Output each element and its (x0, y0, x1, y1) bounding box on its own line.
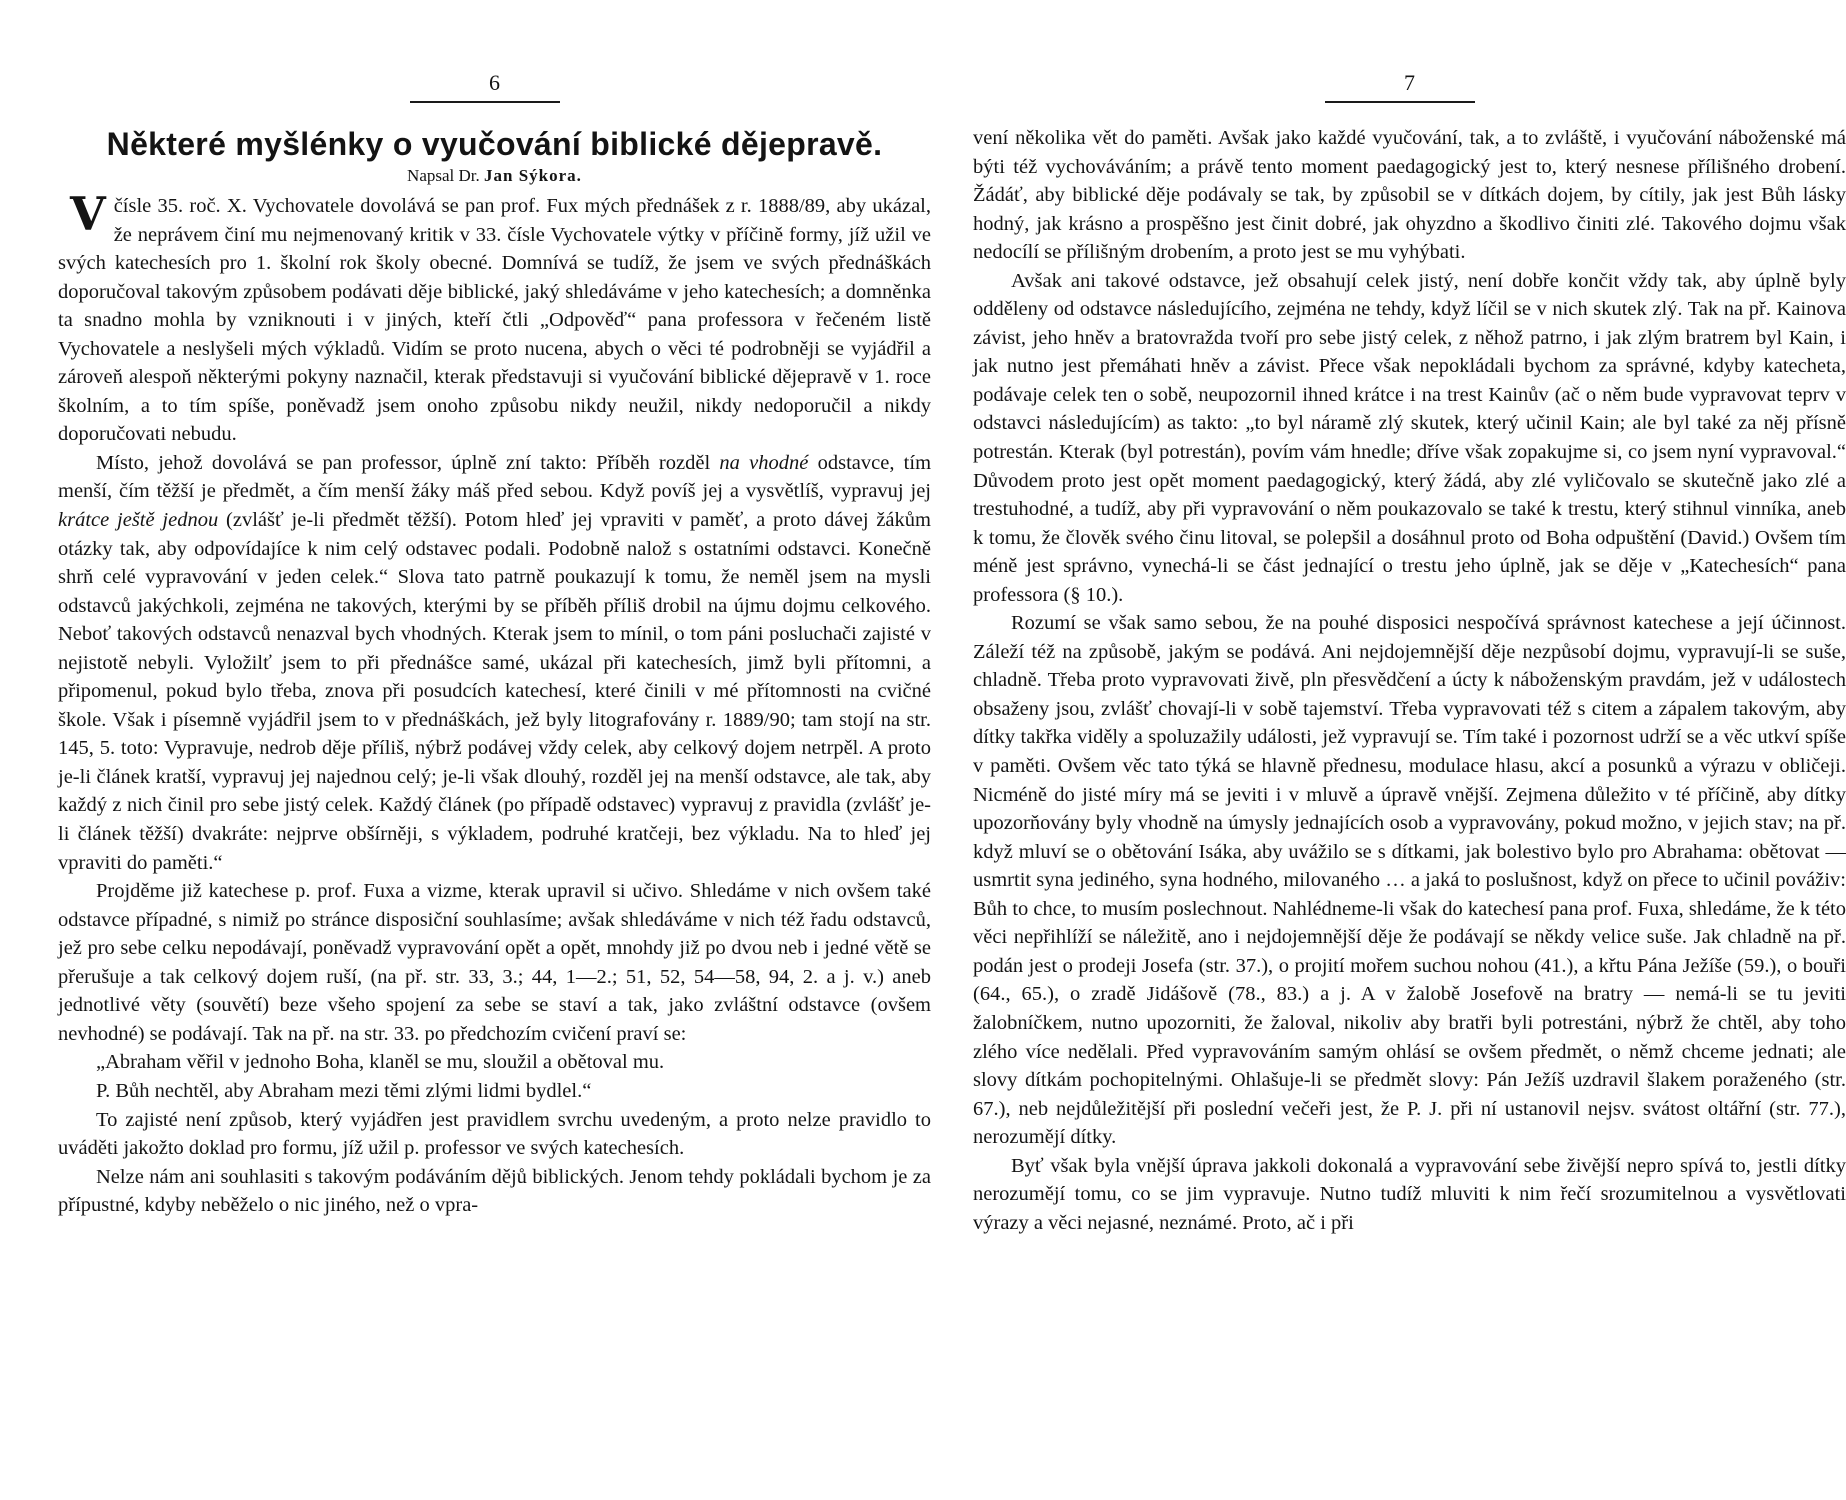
page-number-rule (1325, 101, 1475, 103)
quote-line: „Abraham věřil v jednoho Boha, klaněl se mu, sloužil a obětoval mu. (96, 1051, 665, 1074)
page-number-rule (410, 101, 560, 103)
emphasis: na vhodné (719, 451, 809, 474)
emphasis: krátce ještě jednou (58, 509, 219, 532)
drop-initial: V (70, 187, 106, 241)
paragraph: Byť však byla vnější úprava jakkoli dokonalá a vypravování sebe živější nepro spívá to, jestli dítky nerozumějí tomu, co se jim vypravuje. Nutno tudíž mluviti k nim řečí srozumitelnou a vysvětlovati výrazy a věci nejasné, neznámé. Proto, ač i při (973, 1154, 1846, 1234)
article-title: Některé myšlénky o vyučování biblické dějepravě. (106, 126, 883, 162)
paragraph: Místo, jehož dovolává se pan professor, úplně zní takto: Příběh rozděl na vhodné odstavce, tím menší, čím těžší je předmět, a čím menší žáky máš před sebou. Když povíš jej a vysvětlíš, vypravuj jej krátce ještě jednou (zvlášť je-li předmět těžší). Potom hleď jej vpraviti v paměť, a proto dávej žákům otázky tak, aby odpovídajíce k nim celý odstavec podali. Podobně nalož s ostatními odstavci. Konečně shrň celé vypravování v jeden celek.“ Slova tato patrně poukazují k tomu, že neměl jsem na mysli odstavců jakýchkoli, zejména ne takových, kterými by se příběh příliš drobil na újmu dojmu celkového. Neboť takových odstavců nenazval bych vhodných. Kterak jsem to mínil, o tom páni posluchači zajisté v nejistotě nebyli. Vyložilť jsem to při přednášce samé, ukázal při katechesích, jimž byli přítomni, a připomenul, pokud bylo třeba, znova při posudcích katechesí, které činili v mé přítomnosti na cvičné škole. Však i písemně vyjádřil jsem to v přednáškách, jež byly litografovány r. 1889/90; tam stojí na str. 145, 5. toto: Vypravuje, nedrob děje příliš, nýbrž podávej vždy celek, aby celkový dojem netrpěl. A proto je-li článek kratší, vypravuj jej najednou celý; je-li však dlouhý, rozděl jej na menší odstavce, ale tak, aby každý z nich činil pro sebe jistý celek. Každý článek (po případě odstavec) vypravuj z pravidla (zvlášť je-li článek těžší) dvakráte: nejprve obšírněji, s výkladem, podruhé kratčeji, bez výkladu. Na to hleď jej vpraviti do paměti.“ (58, 451, 932, 874)
paragraph: Včísle 35. roč. X. Vychovatele dovolává se pan prof. Fux mých přednášek z r. 1888/89, aby ukázal, že neprávem činí mu nejmenovaný kritik v 33. čísle Vychovatele výtky v příčině formy, jíž užil ve svých katechesích pro 1. školní rok školy obecné. Domnívá se tudíž, že jsem ve svých přednáškách doporučoval takovým způsobem podávati děje biblické, jaký shledáváme v jeho katechesích; a domněnka ta snadno mohla by vzniknouti i v jiných, kteří čtli „Odpověď“ pana professora v řečeném listě Vychovatele a neslyšeli mých výkladů. Vidím se proto nucena, abych o věci té podrobněji se vyjádřil a zároveň alespoň některými pokyny naznačil, kterak představuji si vyučování biblické dějepravě v 1. roce školním, a to tím spíše, poněvadž jsem onoho způsobu nikdy neužil, nikdy nedoporučil a nikdy doporučovati nebudu. (58, 187, 931, 446)
left-text (58, 187, 932, 1220)
right-text (973, 124, 1846, 1237)
quote-line: P. Bůh nechtěl, aby Abraham mezi těmi zlými lidmi bydlel.“ (96, 1079, 592, 1102)
paragraph: Projděme již katechese p. prof. Fuxa a vizme, kterak upravil si učivo. Shledáme v nich ovšem také odstavce případné, s nimiž po stránce disposiční souhlasíme; avšak shledáváme v nich též řadu odstavců, jež pro sebe celku nepodávají, poněvadž vypravování opět a opět, mnohdy již po dvou neb i jedné větě se přerušuje a tak celkový dojem ruší, (na př. str. 33, 3.; 44, 1—2.; 51, 52, 54—58, 94, 2. a j. v.) aneb jednotlivé věty (souvětí) beze všeho spojení za sebe se staví a tak, jako zvláštní odstavce (ovšem nevhodné) se podávají. Tak na př. na str. 33. po předchozím cvičení praví se: (58, 880, 931, 1045)
left-page-body (58, 124, 931, 1220)
byline-prefix: Napsal Dr. (407, 166, 480, 185)
paragraph: To zajisté není způsob, který vyjádřen jest pravidlem svrchu uvedeným, a proto nelze pravidlo to uváděti jakožto doklad pro formu, jíž užil p. professor ve svých katechesích. (58, 1108, 931, 1160)
byline-author: Jan Sýkora. (484, 166, 582, 185)
byline (58, 164, 931, 188)
right-page (973, 0, 1846, 1500)
left-page (58, 0, 931, 1500)
paragraph: vení několika vět do paměti. Avšak jako každé vyučování, tak, a to zvláště, i vyučování náboženské má býti též vychováváním; a právě tento moment paedagogický jest to, který nesnese přílišného drobení. Žádáť, aby biblické děje podávaly se tak, by způsobil se v dítkách dojem, by cítily, jak jest Bůh lásky hodný, jak krásno a prospěšno jest činit dobré, jak ohyzdno a škodlivo činiti zlé. Takového dojmu však nedocílí se přílišným drobením, a proto jest se mu vyhýbati. (973, 127, 1846, 264)
paragraph: Avšak ani takové odstavce, jež obsahují celek jistý, není dobře končit vždy tak, aby úplně byly odděleny od odstavce následujícího, zejména ne tehdy, když líčil se v nich skutek zlý. Tak na př. Kainova závist, jeho hněv a bratovražda tvoří pro sebe jistý celek, z něhož patrno, i jak zlým bratrem byl Kain, i jak nutno jest přemáhati hněv a závist. Přece však nepokládali bychom za správné, kdyby katecheta, podávaje celek ten o sobě, neupozornil ihned krátce i na trest Kainův (ač o něm bude vypravovat teprv v odstavci následujícím) as takto: „to byl náramě zlý skutek, který učinil Kain; ale byl také za něj přísně potrestán. Kterak (byl potrestán), povím vám hnedle; dříve však zopakujme si, co jsem nyní vypravoval.“ Důvodem proto jest opět moment paedagogický, který žádá, aby zlé vyličovalo se skutečně jako zlé a trestuhodné, a tudíž, aby při vypravování o něm poukazovalo se také k trestu, který stihnul vinníka, aneb k tomu, že člověk svého činu litoval, se polepšil a dosáhnul proto od Boha odpuštění (David.) Ovšem tím méně jest správno, vynechá-li se část jednající o trestu jeho úplně, jak se děje v „Katechesích“ pana professora (§ 10.). (973, 269, 1846, 606)
paragraph: Nelze nám ani souhlasiti s takovým podáváním dějů biblických. Jenom tehdy pokládali bychom je za přípustné, kdyby neběželo o nic jiného, než o vpra- (58, 1165, 931, 1217)
page-number: 7 (1404, 70, 1415, 95)
right-page-body (973, 124, 1846, 1237)
paragraph: Rozumí se však samo sebou, že na pouhé disposici nespočívá správnost katechese a její účinnost. Záleží též na způsobě, jakým se podává. Ani nejdojemnější děje nezpůsobí dojmu, vypravují-li se suše, chladně. Třeba proto vypravovati živě, pln přesvědčení a úcty k náboženským pravdám, jež v událostech obsaženy jsou, zvlášť chovají-li v sobě tajemství. Třeba vypravovati též s citem a zápalem takovým, aby dítky takřka viděly a spoluzažily události, jež vypravují se. Tím také i pozornost udrží se a věc utkví spíše v paměti. Ovšem věc tato týká se hlavně přednesu, modulace hlasu, akcí a posunků a výrazu v obličeji. Nicméně do jisté míry má se jeviti i v mluvě a úpravě vnější. Zejmena důležito v té příčině, aby dítky upozorňovány byly vhodně na úmysly jednajících osob a vypravovány, pokud možno, v jejich stav; na př. když mluví se o obětování Isáka, aby uvážilo se s dítkami, jak bolestivo bylo pro Abrahama: obětovat — usmrtit syna jediného, syna hodného, milovaného … a jaká to poslušnost, když on přece to učinil pováživ: Bůh to chce, to musím poslechnout. Nahlédneme-li však do katechesí pana prof. Fuxa, shledáme, že k této věci nepřihlíží se náležitě, ano i nejdojemnější děje že podávají se někdy velice suše. Jak chladně na př. podán jest o prodeji Josefa (str. 37.), o projití mořem suchou nohou (41.), a křtu Pána Ježíše (59.), o bouři (64., 65.), o zradě Jidášově (78., 83.) a j. A v žalobě Josefově na bratry — nemá-li se tu jeviti žalobníčkem, nutno upozorniti, že žaloval, nikoliv aby bratři byli potrestáni, nýbrž že chtěl, aby toho zlého více nedělali. Před vypravováním samým ohlásí se ovšem předmět, o němž chceme jednati; ale slovy dítkám pochopitelnými. Ohlašuje-li se předmět slovy: Pán Ježíš uzdravil šlakem poraženého (str. 67.), neb nejdůležitější při poslední večeři jest, že P. J. při ní ustanovil nejsv. svátost oltářní (str. 77.), nerozumějí dítky. (973, 612, 1846, 1149)
page-number: 6 (489, 70, 500, 95)
